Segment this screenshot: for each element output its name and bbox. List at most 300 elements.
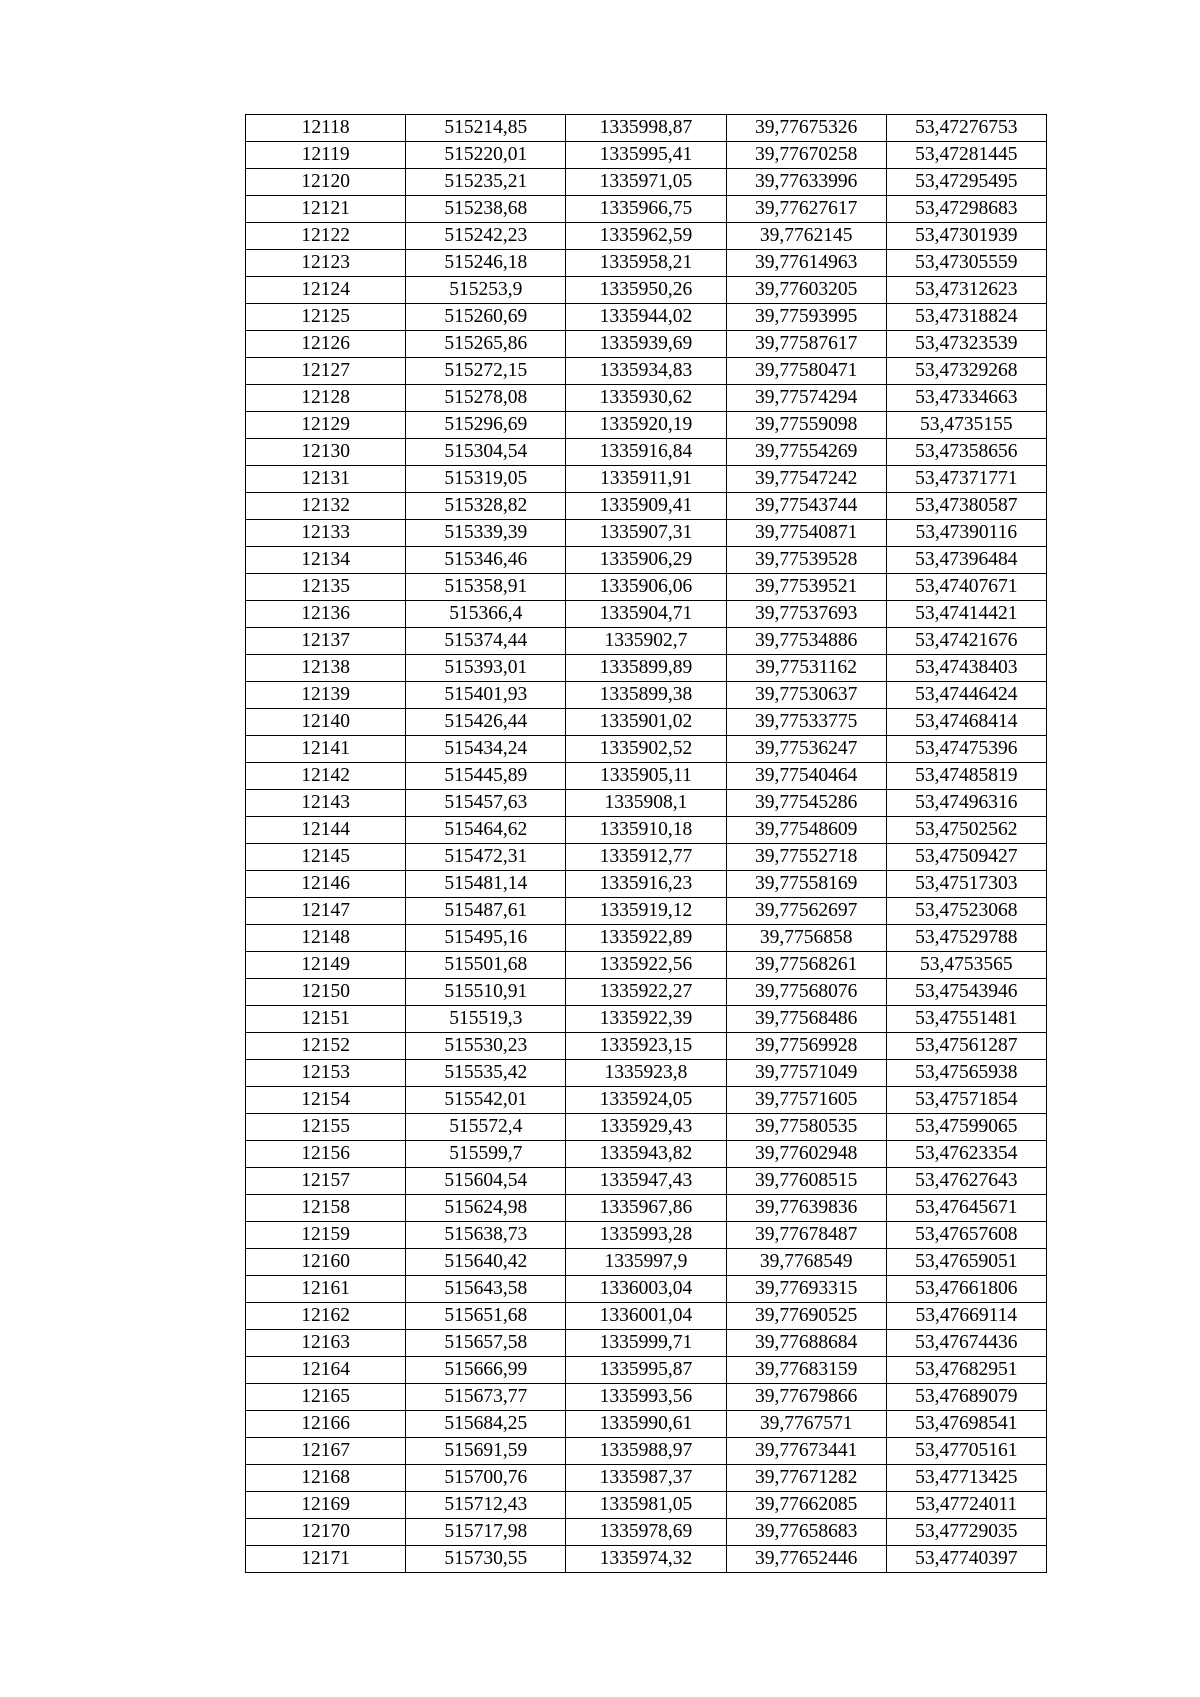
x-coordinate-cell: 515304,54 (406, 439, 566, 466)
y-coordinate-cell: 1335958,21 (566, 250, 726, 277)
point-number-cell: 12167 (246, 1438, 406, 1465)
x-coordinate-cell: 515472,31 (406, 844, 566, 871)
latitude-cell: 53,47329268 (886, 358, 1046, 385)
point-number-cell: 12127 (246, 358, 406, 385)
y-coordinate-cell: 1335908,1 (566, 790, 726, 817)
table-row (246, 115, 1047, 142)
y-coordinate-cell: 1335899,89 (566, 655, 726, 682)
latitude-cell: 53,47623354 (886, 1141, 1046, 1168)
table-row (246, 466, 1047, 493)
table-row (246, 709, 1047, 736)
x-coordinate-cell: 515684,25 (406, 1411, 566, 1438)
y-coordinate-cell: 1335939,69 (566, 331, 726, 358)
point-number-cell: 12163 (246, 1330, 406, 1357)
y-coordinate-cell: 1335978,69 (566, 1519, 726, 1546)
x-coordinate-cell: 515242,23 (406, 223, 566, 250)
x-coordinate-cell: 515535,42 (406, 1060, 566, 1087)
y-coordinate-cell: 1335993,56 (566, 1384, 726, 1411)
y-coordinate-cell: 1335950,26 (566, 277, 726, 304)
longitude-cell: 39,77574294 (726, 385, 886, 412)
longitude-cell: 39,77662085 (726, 1492, 886, 1519)
x-coordinate-cell: 515700,76 (406, 1465, 566, 1492)
y-coordinate-cell: 1335993,28 (566, 1222, 726, 1249)
table-row (246, 1384, 1047, 1411)
y-coordinate-cell: 1335988,97 (566, 1438, 726, 1465)
y-coordinate-cell: 1335906,06 (566, 574, 726, 601)
latitude-cell: 53,47502562 (886, 817, 1046, 844)
latitude-cell: 53,47414421 (886, 601, 1046, 628)
longitude-cell: 39,77608515 (726, 1168, 886, 1195)
table-row (246, 169, 1047, 196)
x-coordinate-cell: 515426,44 (406, 709, 566, 736)
point-number-cell: 12132 (246, 493, 406, 520)
x-coordinate-cell: 515260,69 (406, 304, 566, 331)
table-row (246, 1006, 1047, 1033)
y-coordinate-cell: 1335923,15 (566, 1033, 726, 1060)
longitude-cell: 39,77552718 (726, 844, 886, 871)
latitude-cell: 53,47468414 (886, 709, 1046, 736)
y-coordinate-cell: 1335995,41 (566, 142, 726, 169)
table-row (246, 493, 1047, 520)
longitude-cell: 39,77633996 (726, 169, 886, 196)
table-row (246, 1222, 1047, 1249)
longitude-cell: 39,77534886 (726, 628, 886, 655)
table-row (246, 844, 1047, 871)
table-row (246, 655, 1047, 682)
longitude-cell: 39,77673441 (726, 1438, 886, 1465)
longitude-cell: 39,7756858 (726, 925, 886, 952)
point-number-cell: 12137 (246, 628, 406, 655)
table-row (246, 898, 1047, 925)
point-number-cell: 12166 (246, 1411, 406, 1438)
latitude-cell: 53,47334663 (886, 385, 1046, 412)
table-row (246, 1303, 1047, 1330)
latitude-cell: 53,47390116 (886, 520, 1046, 547)
point-number-cell: 12154 (246, 1087, 406, 1114)
point-number-cell: 12149 (246, 952, 406, 979)
table-row (246, 1141, 1047, 1168)
y-coordinate-cell: 1335907,31 (566, 520, 726, 547)
x-coordinate-cell: 515481,14 (406, 871, 566, 898)
latitude-cell: 53,47523068 (886, 898, 1046, 925)
point-number-cell: 12141 (246, 736, 406, 763)
point-number-cell: 12129 (246, 412, 406, 439)
table-row (246, 547, 1047, 574)
latitude-cell: 53,47627643 (886, 1168, 1046, 1195)
x-coordinate-cell: 515339,39 (406, 520, 566, 547)
x-coordinate-cell: 515265,86 (406, 331, 566, 358)
point-number-cell: 12140 (246, 709, 406, 736)
latitude-cell: 53,4753565 (886, 952, 1046, 979)
point-number-cell: 12151 (246, 1006, 406, 1033)
point-number-cell: 12152 (246, 1033, 406, 1060)
y-coordinate-cell: 1335995,87 (566, 1357, 726, 1384)
x-coordinate-cell: 515457,63 (406, 790, 566, 817)
point-number-cell: 12125 (246, 304, 406, 331)
table-row (246, 952, 1047, 979)
point-number-cell: 12145 (246, 844, 406, 871)
x-coordinate-cell: 515434,24 (406, 736, 566, 763)
y-coordinate-cell: 1335916,84 (566, 439, 726, 466)
longitude-cell: 39,77675326 (726, 115, 886, 142)
x-coordinate-cell: 515220,01 (406, 142, 566, 169)
point-number-cell: 12118 (246, 115, 406, 142)
y-coordinate-cell: 1335974,32 (566, 1546, 726, 1573)
point-number-cell: 12130 (246, 439, 406, 466)
x-coordinate-cell: 515542,01 (406, 1087, 566, 1114)
longitude-cell: 39,77603205 (726, 277, 886, 304)
latitude-cell: 53,47407671 (886, 574, 1046, 601)
point-number-cell: 12155 (246, 1114, 406, 1141)
y-coordinate-cell: 1335971,05 (566, 169, 726, 196)
longitude-cell: 39,77533775 (726, 709, 886, 736)
longitude-cell: 39,77568486 (726, 1006, 886, 1033)
point-number-cell: 12159 (246, 1222, 406, 1249)
coordinates-table-body (246, 115, 1047, 1573)
y-coordinate-cell: 1335944,02 (566, 304, 726, 331)
latitude-cell: 53,47551481 (886, 1006, 1046, 1033)
point-number-cell: 12134 (246, 547, 406, 574)
x-coordinate-cell: 515657,58 (406, 1330, 566, 1357)
longitude-cell: 39,77531162 (726, 655, 886, 682)
latitude-cell: 53,47729035 (886, 1519, 1046, 1546)
longitude-cell: 39,7762145 (726, 223, 886, 250)
point-number-cell: 12157 (246, 1168, 406, 1195)
longitude-cell: 39,77530637 (726, 682, 886, 709)
x-coordinate-cell: 515666,99 (406, 1357, 566, 1384)
longitude-cell: 39,77547242 (726, 466, 886, 493)
point-number-cell: 12150 (246, 979, 406, 1006)
y-coordinate-cell: 1335912,77 (566, 844, 726, 871)
x-coordinate-cell: 515393,01 (406, 655, 566, 682)
latitude-cell: 53,47446424 (886, 682, 1046, 709)
point-number-cell: 12161 (246, 1276, 406, 1303)
longitude-cell: 39,77536247 (726, 736, 886, 763)
latitude-cell: 53,47438403 (886, 655, 1046, 682)
point-number-cell: 12139 (246, 682, 406, 709)
point-number-cell: 12146 (246, 871, 406, 898)
point-number-cell: 12136 (246, 601, 406, 628)
latitude-cell: 53,47301939 (886, 223, 1046, 250)
latitude-cell: 53,47517303 (886, 871, 1046, 898)
latitude-cell: 53,47669114 (886, 1303, 1046, 1330)
x-coordinate-cell: 515374,44 (406, 628, 566, 655)
point-number-cell: 12126 (246, 331, 406, 358)
point-number-cell: 12168 (246, 1465, 406, 1492)
y-coordinate-cell: 1335962,59 (566, 223, 726, 250)
longitude-cell: 39,77670258 (726, 142, 886, 169)
longitude-cell: 39,77568261 (726, 952, 886, 979)
y-coordinate-cell: 1336003,04 (566, 1276, 726, 1303)
y-coordinate-cell: 1335919,12 (566, 898, 726, 925)
y-coordinate-cell: 1335922,39 (566, 1006, 726, 1033)
point-number-cell: 12131 (246, 466, 406, 493)
x-coordinate-cell: 515519,3 (406, 1006, 566, 1033)
table-row (246, 223, 1047, 250)
point-number-cell: 12123 (246, 250, 406, 277)
table-row (246, 1195, 1047, 1222)
longitude-cell: 39,77548609 (726, 817, 886, 844)
longitude-cell: 39,77688684 (726, 1330, 886, 1357)
y-coordinate-cell: 1335981,05 (566, 1492, 726, 1519)
latitude-cell: 53,47421676 (886, 628, 1046, 655)
table-row (246, 1492, 1047, 1519)
longitude-cell: 39,77540464 (726, 763, 886, 790)
longitude-cell: 39,77559098 (726, 412, 886, 439)
longitude-cell: 39,77593995 (726, 304, 886, 331)
y-coordinate-cell: 1335929,43 (566, 1114, 726, 1141)
x-coordinate-cell: 515296,69 (406, 412, 566, 439)
y-coordinate-cell: 1335911,91 (566, 466, 726, 493)
latitude-cell: 53,47475396 (886, 736, 1046, 763)
longitude-cell: 39,77614963 (726, 250, 886, 277)
latitude-cell: 53,47318824 (886, 304, 1046, 331)
table-row (246, 1060, 1047, 1087)
x-coordinate-cell: 515673,77 (406, 1384, 566, 1411)
latitude-cell: 53,47305559 (886, 250, 1046, 277)
longitude-cell: 39,77537693 (726, 601, 886, 628)
x-coordinate-cell: 515401,93 (406, 682, 566, 709)
point-number-cell: 12169 (246, 1492, 406, 1519)
table-row (246, 979, 1047, 1006)
table-row (246, 790, 1047, 817)
table-row (246, 142, 1047, 169)
point-number-cell: 12120 (246, 169, 406, 196)
x-coordinate-cell: 515501,68 (406, 952, 566, 979)
longitude-cell: 39,77587617 (726, 331, 886, 358)
table-row (246, 1465, 1047, 1492)
table-row (246, 1357, 1047, 1384)
latitude-cell: 53,47543946 (886, 979, 1046, 1006)
latitude-cell: 53,47312623 (886, 277, 1046, 304)
x-coordinate-cell: 515599,7 (406, 1141, 566, 1168)
y-coordinate-cell: 1335999,71 (566, 1330, 726, 1357)
y-coordinate-cell: 1335934,83 (566, 358, 726, 385)
table-row (246, 1168, 1047, 1195)
longitude-cell: 39,77539521 (726, 574, 886, 601)
point-number-cell: 12153 (246, 1060, 406, 1087)
point-number-cell: 12124 (246, 277, 406, 304)
table-row (246, 1330, 1047, 1357)
point-number-cell: 12148 (246, 925, 406, 952)
y-coordinate-cell: 1335909,41 (566, 493, 726, 520)
longitude-cell: 39,77545286 (726, 790, 886, 817)
y-coordinate-cell: 1335916,23 (566, 871, 726, 898)
latitude-cell: 53,47713425 (886, 1465, 1046, 1492)
longitude-cell: 39,77683159 (726, 1357, 886, 1384)
longitude-cell: 39,77562697 (726, 898, 886, 925)
table-row (246, 358, 1047, 385)
longitude-cell: 39,77543744 (726, 493, 886, 520)
point-number-cell: 12162 (246, 1303, 406, 1330)
latitude-cell: 53,47380587 (886, 493, 1046, 520)
point-number-cell: 12121 (246, 196, 406, 223)
latitude-cell: 53,47323539 (886, 331, 1046, 358)
longitude-cell: 39,77693315 (726, 1276, 886, 1303)
y-coordinate-cell: 1335905,11 (566, 763, 726, 790)
x-coordinate-cell: 515328,82 (406, 493, 566, 520)
point-number-cell: 12160 (246, 1249, 406, 1276)
latitude-cell: 53,47496316 (886, 790, 1046, 817)
latitude-cell: 53,47561287 (886, 1033, 1046, 1060)
x-coordinate-cell: 515235,21 (406, 169, 566, 196)
latitude-cell: 53,47371771 (886, 466, 1046, 493)
table-row (246, 1438, 1047, 1465)
x-coordinate-cell: 515366,4 (406, 601, 566, 628)
table-row (246, 1546, 1047, 1573)
longitude-cell: 39,77678487 (726, 1222, 886, 1249)
longitude-cell: 39,77652446 (726, 1546, 886, 1573)
latitude-cell: 53,47740397 (886, 1546, 1046, 1573)
latitude-cell: 53,47661806 (886, 1276, 1046, 1303)
table-row (246, 1411, 1047, 1438)
latitude-cell: 53,47674436 (886, 1330, 1046, 1357)
longitude-cell: 39,77558169 (726, 871, 886, 898)
latitude-cell: 53,47485819 (886, 763, 1046, 790)
latitude-cell: 53,47645671 (886, 1195, 1046, 1222)
x-coordinate-cell: 515272,15 (406, 358, 566, 385)
table-row (246, 1519, 1047, 1546)
longitude-cell: 39,77540871 (726, 520, 886, 547)
table-row (246, 196, 1047, 223)
x-coordinate-cell: 515643,58 (406, 1276, 566, 1303)
longitude-cell: 39,77580471 (726, 358, 886, 385)
x-coordinate-cell: 515691,59 (406, 1438, 566, 1465)
y-coordinate-cell: 1336001,04 (566, 1303, 726, 1330)
point-number-cell: 12122 (246, 223, 406, 250)
point-number-cell: 12119 (246, 142, 406, 169)
table-row (246, 331, 1047, 358)
table-row (246, 277, 1047, 304)
x-coordinate-cell: 515712,43 (406, 1492, 566, 1519)
longitude-cell: 39,77571605 (726, 1087, 886, 1114)
point-number-cell: 12164 (246, 1357, 406, 1384)
y-coordinate-cell: 1335902,7 (566, 628, 726, 655)
longitude-cell: 39,77602948 (726, 1141, 886, 1168)
y-coordinate-cell: 1335901,02 (566, 709, 726, 736)
longitude-cell: 39,77679866 (726, 1384, 886, 1411)
x-coordinate-cell: 515445,89 (406, 763, 566, 790)
latitude-cell: 53,47689079 (886, 1384, 1046, 1411)
y-coordinate-cell: 1335904,71 (566, 601, 726, 628)
table-row (246, 1087, 1047, 1114)
x-coordinate-cell: 515246,18 (406, 250, 566, 277)
latitude-cell: 53,47281445 (886, 142, 1046, 169)
x-coordinate-cell: 515638,73 (406, 1222, 566, 1249)
latitude-cell: 53,47599065 (886, 1114, 1046, 1141)
longitude-cell: 39,77539528 (726, 547, 886, 574)
latitude-cell: 53,4735155 (886, 412, 1046, 439)
table-row (246, 1249, 1047, 1276)
table-row (246, 520, 1047, 547)
point-number-cell: 12171 (246, 1546, 406, 1573)
point-number-cell: 12138 (246, 655, 406, 682)
longitude-cell: 39,77690525 (726, 1303, 886, 1330)
latitude-cell: 53,47396484 (886, 547, 1046, 574)
y-coordinate-cell: 1335906,29 (566, 547, 726, 574)
coordinates-table (245, 114, 1047, 1573)
x-coordinate-cell: 515319,05 (406, 466, 566, 493)
longitude-cell: 39,7767571 (726, 1411, 886, 1438)
table-row (246, 574, 1047, 601)
y-coordinate-cell: 1335947,43 (566, 1168, 726, 1195)
point-number-cell: 12133 (246, 520, 406, 547)
table-row (246, 628, 1047, 655)
x-coordinate-cell: 515572,4 (406, 1114, 566, 1141)
x-coordinate-cell: 515253,9 (406, 277, 566, 304)
longitude-cell: 39,77639836 (726, 1195, 886, 1222)
latitude-cell: 53,47705161 (886, 1438, 1046, 1465)
point-number-cell: 12158 (246, 1195, 406, 1222)
latitude-cell: 53,47698541 (886, 1411, 1046, 1438)
point-number-cell: 12128 (246, 385, 406, 412)
point-number-cell: 12165 (246, 1384, 406, 1411)
latitude-cell: 53,47682951 (886, 1357, 1046, 1384)
latitude-cell: 53,47565938 (886, 1060, 1046, 1087)
latitude-cell: 53,47571854 (886, 1087, 1046, 1114)
y-coordinate-cell: 1335924,05 (566, 1087, 726, 1114)
y-coordinate-cell: 1335930,62 (566, 385, 726, 412)
point-number-cell: 12144 (246, 817, 406, 844)
x-coordinate-cell: 515640,42 (406, 1249, 566, 1276)
table-row (246, 763, 1047, 790)
y-coordinate-cell: 1335987,37 (566, 1465, 726, 1492)
x-coordinate-cell: 515651,68 (406, 1303, 566, 1330)
x-coordinate-cell: 515495,16 (406, 925, 566, 952)
longitude-cell: 39,77658683 (726, 1519, 886, 1546)
x-coordinate-cell: 515346,46 (406, 547, 566, 574)
y-coordinate-cell: 1335967,86 (566, 1195, 726, 1222)
longitude-cell: 39,77580535 (726, 1114, 886, 1141)
longitude-cell: 39,77568076 (726, 979, 886, 1006)
y-coordinate-cell: 1335910,18 (566, 817, 726, 844)
latitude-cell: 53,47529788 (886, 925, 1046, 952)
longitude-cell: 39,77554269 (726, 439, 886, 466)
latitude-cell: 53,47298683 (886, 196, 1046, 223)
table-row (246, 1276, 1047, 1303)
latitude-cell: 53,47659051 (886, 1249, 1046, 1276)
longitude-cell: 39,77569928 (726, 1033, 886, 1060)
table-row (246, 412, 1047, 439)
y-coordinate-cell: 1335998,87 (566, 115, 726, 142)
x-coordinate-cell: 515487,61 (406, 898, 566, 925)
latitude-cell: 53,47358656 (886, 439, 1046, 466)
longitude-cell: 39,7768549 (726, 1249, 886, 1276)
y-coordinate-cell: 1335997,9 (566, 1249, 726, 1276)
latitude-cell: 53,47509427 (886, 844, 1046, 871)
table-row (246, 439, 1047, 466)
y-coordinate-cell: 1335922,27 (566, 979, 726, 1006)
table-row (246, 601, 1047, 628)
longitude-cell: 39,77627617 (726, 196, 886, 223)
x-coordinate-cell: 515730,55 (406, 1546, 566, 1573)
table-row (246, 304, 1047, 331)
table-row (246, 736, 1047, 763)
x-coordinate-cell: 515530,23 (406, 1033, 566, 1060)
point-number-cell: 12156 (246, 1141, 406, 1168)
table-row (246, 1114, 1047, 1141)
y-coordinate-cell: 1335922,56 (566, 952, 726, 979)
latitude-cell: 53,47657608 (886, 1222, 1046, 1249)
y-coordinate-cell: 1335923,8 (566, 1060, 726, 1087)
y-coordinate-cell: 1335920,19 (566, 412, 726, 439)
table-row (246, 250, 1047, 277)
x-coordinate-cell: 515604,54 (406, 1168, 566, 1195)
table-row (246, 817, 1047, 844)
table-row (246, 682, 1047, 709)
longitude-cell: 39,77571049 (726, 1060, 886, 1087)
x-coordinate-cell: 515358,91 (406, 574, 566, 601)
